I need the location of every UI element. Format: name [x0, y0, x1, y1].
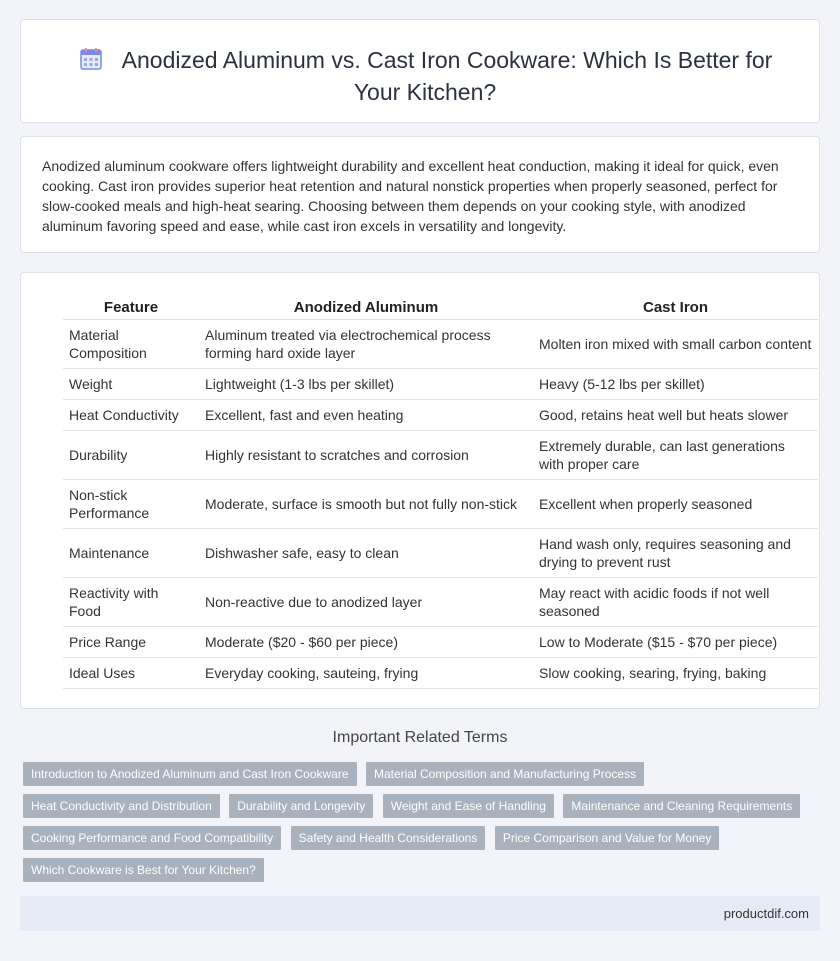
related-terms-heading: Important Related Terms — [332, 729, 508, 746]
table-row — [63, 399, 818, 430]
calendar-grid-icon — [78, 46, 104, 72]
table-row — [63, 319, 818, 368]
related-term-tag[interactable]: Material Composition and Manufacturing Process — [366, 762, 644, 786]
row-cast-iron: Low to Moderate ($15 - $70 per piece) — [533, 626, 818, 657]
row-aluminum: Aluminum treated via electrochemical process forming hard oxide layer — [199, 319, 533, 368]
related-term-tag[interactable]: Cooking Performance and Food Compatibility — [23, 826, 281, 850]
row-aluminum: Moderate, surface is smooth but not fully non-stick — [199, 479, 533, 528]
related-term-tag[interactable]: Introduction to Anodized Aluminum and Cast Iron Cookware — [23, 762, 357, 786]
related-term-tag[interactable]: Safety and Health Considerations — [291, 826, 486, 850]
row-cast-iron: Excellent when properly seasoned — [533, 479, 818, 528]
row-aluminum: Moderate ($20 - $60 per piece) — [199, 626, 533, 657]
row-feature: Non-stick Performance — [63, 479, 199, 528]
title-wrap — [61, 44, 789, 108]
row-cast-iron: Extremely durable, can last generations with proper care — [533, 430, 818, 479]
row-feature: Durability — [63, 430, 199, 479]
header-feature: Feature — [63, 297, 199, 319]
row-cast-iron: Good, retains heat well but heats slower — [533, 399, 818, 430]
summary-card — [20, 136, 820, 253]
row-aluminum: Lightweight (1-3 lbs per skillet) — [199, 368, 533, 399]
header-cast-iron: Cast Iron — [533, 297, 818, 319]
row-cast-iron: May react with acidic foods if not well seasoned — [533, 577, 818, 626]
page-title: Anodized Aluminum vs. Cast Iron Cookware: Which Is Better for Your Kitchen? — [121, 47, 773, 105]
footer-bar — [20, 896, 820, 931]
related-term-tag[interactable]: Weight and Ease of Handling — [383, 794, 554, 818]
row-cast-iron: Molten iron mixed with small carbon content — [533, 319, 818, 368]
row-aluminum: Highly resistant to scratches and corrosion — [199, 430, 533, 479]
related-term-tag[interactable]: Maintenance and Cleaning Requirements — [563, 794, 800, 818]
row-feature: Heat Conductivity — [63, 399, 199, 430]
comparison-table — [63, 297, 818, 689]
related-term-tag[interactable]: Which Cookware is Best for Your Kitchen? — [23, 858, 264, 882]
table-row — [63, 626, 818, 657]
row-aluminum: Everyday cooking, sauteing, frying — [199, 657, 533, 688]
site-link[interactable]: productdif.com — [723, 906, 809, 921]
table-row — [63, 479, 818, 528]
related-terms-list — [23, 762, 813, 890]
table-header-row — [63, 297, 818, 319]
row-feature: Material Composition — [63, 319, 199, 368]
table-row — [63, 657, 818, 688]
related-term-tag[interactable]: Heat Conductivity and Distribution — [23, 794, 220, 818]
header-anodized-aluminum: Anodized Aluminum — [199, 297, 533, 319]
table-row — [63, 368, 818, 399]
related-term-tag[interactable]: Durability and Longevity — [229, 794, 373, 818]
related-term-tag[interactable]: Price Comparison and Value for Money — [495, 826, 720, 850]
table-row — [63, 528, 818, 577]
row-aluminum: Dishwasher safe, easy to clean — [199, 528, 533, 577]
summary-text: Anodized aluminum cookware offers lightweight durability and excellent heat conduction, making it ideal for quick, even cooking. Cast iron provides superior heat retention and natural nonstick properties when properly seasoned, perfect for slow-cooked meals and high-heat searing. Choosing between them depends on your cooking style, with anodized aluminum favoring speed and ease, while cast iron excels in versatility and longevity. — [42, 158, 779, 234]
row-aluminum: Excellent, fast and even heating — [199, 399, 533, 430]
comparison-table-card — [20, 272, 820, 709]
row-cast-iron: Slow cooking, searing, frying, baking — [533, 657, 818, 688]
row-feature: Weight — [63, 368, 199, 399]
row-cast-iron: Heavy (5-12 lbs per skillet) — [533, 368, 818, 399]
row-aluminum: Non-reactive due to anodized layer — [199, 577, 533, 626]
row-cast-iron: Hand wash only, requires seasoning and drying to prevent rust — [533, 528, 818, 577]
row-feature: Price Range — [63, 626, 199, 657]
title-card — [20, 19, 820, 123]
row-feature: Ideal Uses — [63, 657, 199, 688]
row-feature: Reactivity with Food — [63, 577, 199, 626]
table-row — [63, 430, 818, 479]
row-feature: Maintenance — [63, 528, 199, 577]
table-row — [63, 577, 818, 626]
